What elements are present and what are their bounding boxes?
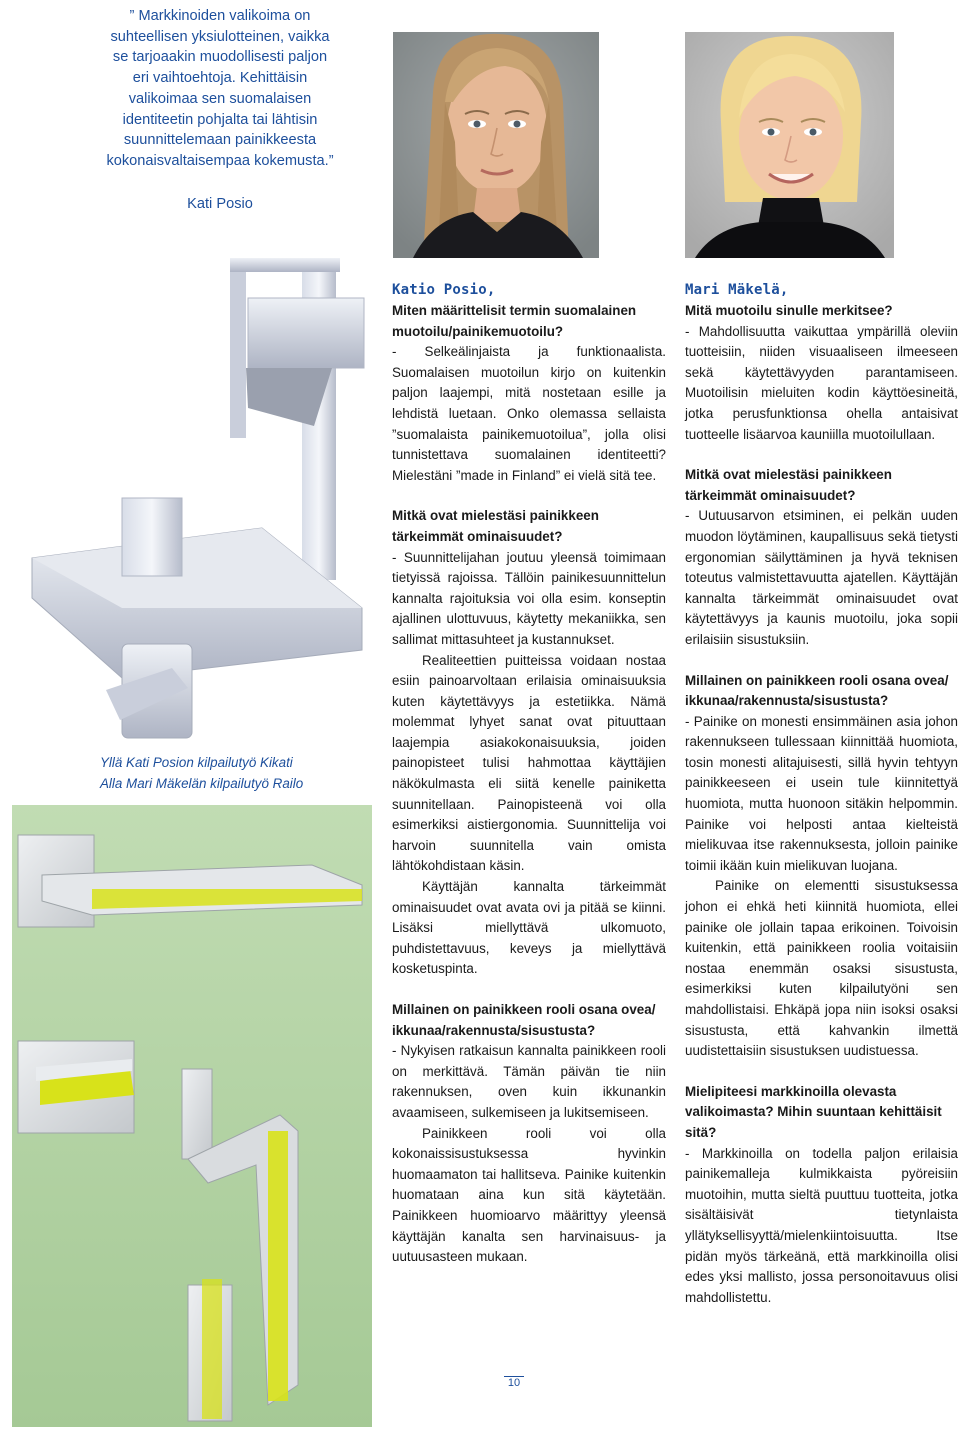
railo-handle-render <box>12 805 372 1427</box>
interviewee-name: Mari Mäkelä, <box>685 282 789 298</box>
quote-line: suhteellisen yksiulotteinen, vaikka <box>110 28 330 45</box>
quote-line: identiteetin pohjalta tai lähtisin <box>122 111 318 128</box>
kikati-handle-render <box>12 258 372 742</box>
answer-paragraph: Painikkeen rooli voi olla kokonaissisustuksessa hyvinkin huomaamaton tai hallitseva. Painike kuitenkin huomataan aina kun sitä käytetään. Painikkeen huomioarvo määrittyy yleensä käyttäjän kanalta sen harvinaisuus- ja uutuusasteen mukaan. <box>392 1125 666 1265</box>
answer-paragraph: Käyttäjän kannalta tärkeimmät ominaisuudet ovat avata ovi ja pitää se kiinni. Lisäksi miellyttävä ulkomuoto, puhdistettavuus, keveys ja miellyttävä kosketuspinta. <box>392 879 666 977</box>
question: Millainen on painikkeen rooli osana ovea/ ikkunaa/rakennusta/sisustusta? <box>685 672 949 709</box>
quote-line: suunnittelemaan painikkeesta <box>123 132 317 149</box>
caption-line-top: Yllä Kati Posion kilpailutyö Kikati <box>100 755 293 770</box>
question: Mitä muotoilu sinulle merkitsee? <box>685 303 893 318</box>
answer: - Markkinoilla on todella paljon erilaisia painikemalleja kulmikkaista pyöreisiin muotoihin, mutta sieltä puuttuu tuotteita, jotka sisältäisivät tietynlaista yllätyksellisyyttä/mielenkiintoisuutta. Itse pidän myös tärkeänä, että markkinoilla olisi edes yksi mallisto, jossa personoitavuus olisi mahdollistettu. <box>685 1145 958 1305</box>
product-image-railo <box>12 805 372 1427</box>
interviewee-name: Katio Posio, <box>392 282 496 298</box>
quote-line: ” Markkinoiden valikoima on <box>129 8 311 24</box>
answer-paragraph: Realiteettien puitteissa voidaan nostaa esiin painoarvoltaan erilaisia ominaisuuksia kuten käytettävyys ja estetiikka. Nämä molemmat lyhyet sanat ovat pituuttaan laajempia asiakokonaisuuksia, joiden painopisteet tulisi hahmottaa käyttäjien näkökulmasta eli siitä kenelle painiketta suunnitellaan. Painopisteenä voi olla esimerkiksi aistiergonomia. Suunnittelija voi harvoin suunnitella vain omista lähtökohdistaan käsin. <box>392 652 666 874</box>
answer: - Selkeälinjaista ja funktionaalista. Suomalaisen muotoilun kirjo on kuitenkin paljon laajempi, mitä nostetaan esille ja lehdistä luetaan. Onko olemassa sellaista ”suomalaista painikemuotoilua”, jolla olisi tunnistettava suomalainen identiteetti? Mielestäni ”made in Finland” ei vielä sitä tee. <box>392 344 666 483</box>
answer: - Mahdollisuutta vaikuttaa ympärillä oleviin tuotteisiin, niiden visuaaliseen ilmeeseen sekä käytettävyyden parantamiseen. Muotoilisin mieluiten kodin käyttöesineitä, jotka perusfunktionsa ohella antaisivat tuotteelle lisäarvoa kauniilla muotoilullaan. <box>685 323 958 442</box>
quote-line: eri vaihtoehtoja. Kehittäisin <box>132 70 308 87</box>
answer-paragraph: Painike on elementti sisustuksessa johon ei ehkä heti kiinnitä huomiota, ellei painike ole jollain tapaa erikoinen. Toivoisin kuitenkin, että painikkeen roolia voitaisiin nostaa enemmän osaksi sisustusta, esimerkiksi kuten kilpailutyöni sen mahdollistaisi. Ehkäpä jopa niin isoksi osaksi sisustusta, että kahvankin ilmettä uudistettaisiin sisustuksen uudistuessa. <box>685 878 958 1059</box>
caption-line-bottom: Alla Mari Mäkelän kilpailutyö Railo <box>100 776 304 791</box>
question: Miten määrittelisit termin suomalainen muotoilu/painikemuotoilu? <box>392 303 637 339</box>
portrait-kati-posio <box>393 32 599 258</box>
quote-author: Kati Posio <box>187 196 253 212</box>
pull-quote <box>92 6 348 172</box>
answer: - Painike on monesti ensimmäinen asia johon rakennukseen tullessaan kiinnittää huomiota, tosin monesti alitajuisesti, sillä hyvin tehtyyn painikkeeseen ei usein tule kiinnitettyä huomiota, mutta huonoon sitäkin helpommin. Painike voi helposti antaa kielteistä mielikuvaa itse rakennuksesta, jolloin painike toimii ikään kuin mielikuvan luojana. <box>685 713 958 873</box>
answer: - Uutuusarvon etsiminen, ei pelkän uuden muodon löytäminen, kaupallisuus sekä tietysti ergonomian säilyttäminen ja hyvä teknisen toteutus valmistettavuutta ajatellen. Käyttäjän kannalta tärkeimmät ominaisuudet ovat käytettävyys ja kaunis muotoilu, joka sopii erilaisiin sisustuksiin. <box>685 508 958 647</box>
answer: - Nykyisen ratkaisun kannalta painikkeen rooli on merkittävä. Tämän päivän tie niin rakennuksen, oven kuin ikkunankin avaamiseen, sulkemiseen ja lukitsemiseen. <box>392 1043 666 1120</box>
portrait-photo-2 <box>685 32 894 258</box>
question: Mitkä ovat mielestäsi painikkeen tärkeimmät ominaisuudet? <box>685 467 892 503</box>
answer: - Suunnittelijahan joutuu yleensä toimimaan tietyissä rajoissa. Tällöin painikesuunnittelun kannalta rajoituksia voi olla esim. konseptin ajallinen ulottuvuus, käytetty mekaniikka, sen sallimat mittasuhteet ja kustannukset. <box>392 549 666 647</box>
image-caption <box>100 752 360 794</box>
portrait-mari-makela <box>685 32 894 258</box>
interview-column-kati <box>392 280 666 1268</box>
question: Mielipiteesi markkinoilla olevasta valikoimasta? Mihin suuntaan kehittäisit sitä? <box>685 1083 942 1140</box>
page-number: 10 <box>507 1377 521 1389</box>
question: Mitkä ovat mielestäsi painikkeen tärkeimmät ominaisuudet? <box>392 508 599 544</box>
product-image-kikati <box>12 258 372 742</box>
quote-line: se tarjoaakin muodollisesti paljon <box>112 49 328 66</box>
interview-column-mari <box>685 280 958 1308</box>
quote-line: valikoimaa sen suomalaisen <box>128 90 312 107</box>
question: Millainen on painikkeen rooli osana ovea/ ikkunaa/rakennusta/sisustusta? <box>392 1002 656 1038</box>
portrait-photo-1 <box>393 32 599 258</box>
quote-line: kokonaisvaltaisempaa kokemusta.” <box>106 152 334 169</box>
